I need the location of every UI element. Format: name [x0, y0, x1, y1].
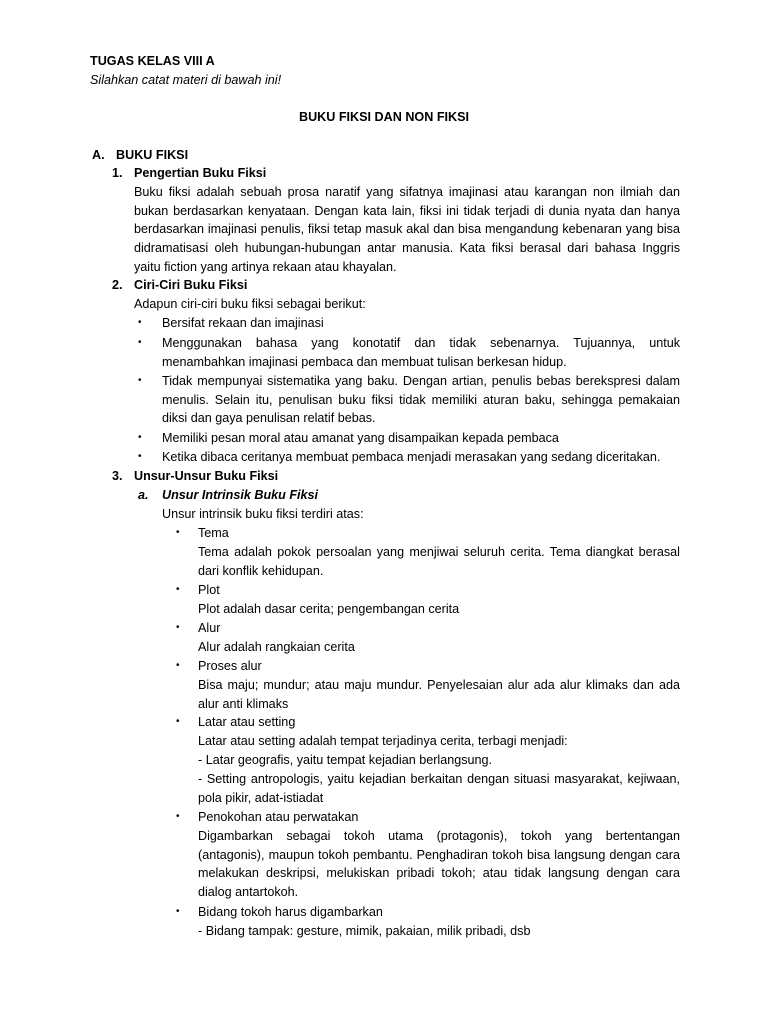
bullet-icon: •	[176, 811, 180, 822]
list-item: Memiliki pesan moral atau amanat yang disampaikan kepada pembaca	[162, 431, 559, 445]
bullet-icon: •	[176, 527, 180, 538]
list-item: Bersifat rekaan dan imajinasi	[162, 316, 324, 330]
element-term: Penokohan atau perwatakan	[198, 810, 359, 824]
item-number: 1.	[112, 166, 123, 180]
element-subpoint: - Latar geografis, yaitu tempat kejadian berlangsung.	[198, 753, 493, 767]
bullet-icon: •	[138, 451, 142, 462]
definition-paragraph: Buku fiksi adalah sebuah prosa naratif yang sifatnya imajinasi atau karangan non ilmiah dan bukan berdasarkan kenyataan. Dengan kata lain, fiksi ini tidak terjadi di dunia nyata dan hanya berdasarkan imajinasi penulis, fiksi tetap masuk akal dan bisa mengandung kebenaran yang bisa didramatisasi oleh hubungan-hubungan antar manusia. Kata fiksi berasal dari bahasa Inggris yaitu fiction yang artinya rekaan atau khayalan.	[134, 185, 680, 274]
instruction-text: Silahkan catat materi di bawah ini!	[90, 73, 282, 87]
sub-letter: a.	[138, 488, 149, 502]
list-item: Ketika dibaca ceritanya membuat pembaca menjadi merasakan yang sedang diceritakan.	[162, 450, 661, 464]
element-term: Plot	[198, 583, 220, 597]
item-number: 2.	[112, 278, 123, 292]
bullet-icon: •	[138, 337, 142, 348]
bullet-icon: •	[176, 622, 180, 633]
bullet-icon: •	[176, 660, 180, 671]
subsection-heading: Pengertian Buku Fiksi	[134, 166, 267, 180]
element-term: Latar atau setting	[198, 715, 296, 729]
section-heading: BUKU FIKSI	[116, 148, 189, 162]
bullet-icon: •	[138, 317, 142, 328]
subsection-heading: Ciri-Ciri Buku Fiksi	[134, 278, 248, 292]
element-description: Latar atau setting adalah tempat terjadinya cerita, terbagi menjadi:	[198, 734, 568, 748]
bullet-icon: •	[176, 716, 180, 727]
element-term: Proses alur	[198, 659, 262, 673]
list-item: Menggunakan bahasa yang konotatif dan tidak sebenarnya. Tujuannya, untuk menambahkan imajinasi pembaca dan membuat tulisan berkesan hidup.	[162, 336, 680, 369]
subsection-heading: Unsur-Unsur Buku Fiksi	[134, 469, 279, 483]
element-subpoint: - Bidang tampak: gesture, mimik, pakaian, milik pribadi, dsb	[198, 924, 531, 938]
element-description: Digambarkan sebagai tokoh utama (protagonis), tokoh yang bertentangan (antagonis), maupun tokoh pembantu. Penghadiran tokoh bisa langsung dengan cara melakukan deskripsi, melukiskan pribadi tokoh; atau tidak langsung dengan cara dialog antartokoh.	[198, 829, 680, 900]
element-term: Tema	[198, 526, 229, 540]
list-item: Tidak mempunyai sistematika yang baku. Dengan artian, penulis bebas berekspresi dalam menulis. Selain itu, penulisan buku fiksi tidak memiliki aturan baku, sehingga pemakaian diksi dan gaya penulisan relatif bebas.	[162, 374, 680, 426]
task-heading: TUGAS KELAS VIII A	[90, 54, 215, 68]
element-description: Plot adalah dasar cerita; pengembangan cerita	[198, 602, 460, 616]
sub-heading: Unsur Intrinsik Buku Fiksi	[162, 488, 319, 502]
bullet-icon: •	[138, 432, 142, 443]
bullet-icon: •	[138, 375, 142, 386]
element-term: Bidang tokoh harus digambarkan	[198, 905, 383, 919]
list-intro: Adapun ciri-ciri buku fiksi sebagai berikut:	[134, 297, 366, 311]
element-subpoint: - Setting antropologis, yaitu kejadian berkaitan dengan situasi masyarakat, kejiwaan, pola pikir, adat-istiadat	[198, 772, 680, 805]
element-description: Tema adalah pokok persoalan yang menjiwai seluruh cerita. Tema diangkat berasal dari konflik kehidupan.	[198, 545, 680, 578]
document-title: BUKU FIKSI DAN NON FIKSI	[298, 110, 469, 124]
bullet-icon: •	[176, 906, 180, 917]
element-description: Alur adalah rangkaian cerita	[198, 640, 355, 654]
element-description: Bisa maju; mundur; atau maju mundur. Penyelesaian alur ada alur klimaks dan ada alur anti klimaks	[198, 678, 680, 711]
section-letter: A.	[92, 148, 105, 162]
bullet-icon: •	[176, 584, 180, 595]
list-intro: Unsur intrinsik buku fiksi terdiri atas:	[162, 507, 364, 521]
item-number: 3.	[112, 469, 123, 483]
element-term: Alur	[198, 621, 221, 635]
